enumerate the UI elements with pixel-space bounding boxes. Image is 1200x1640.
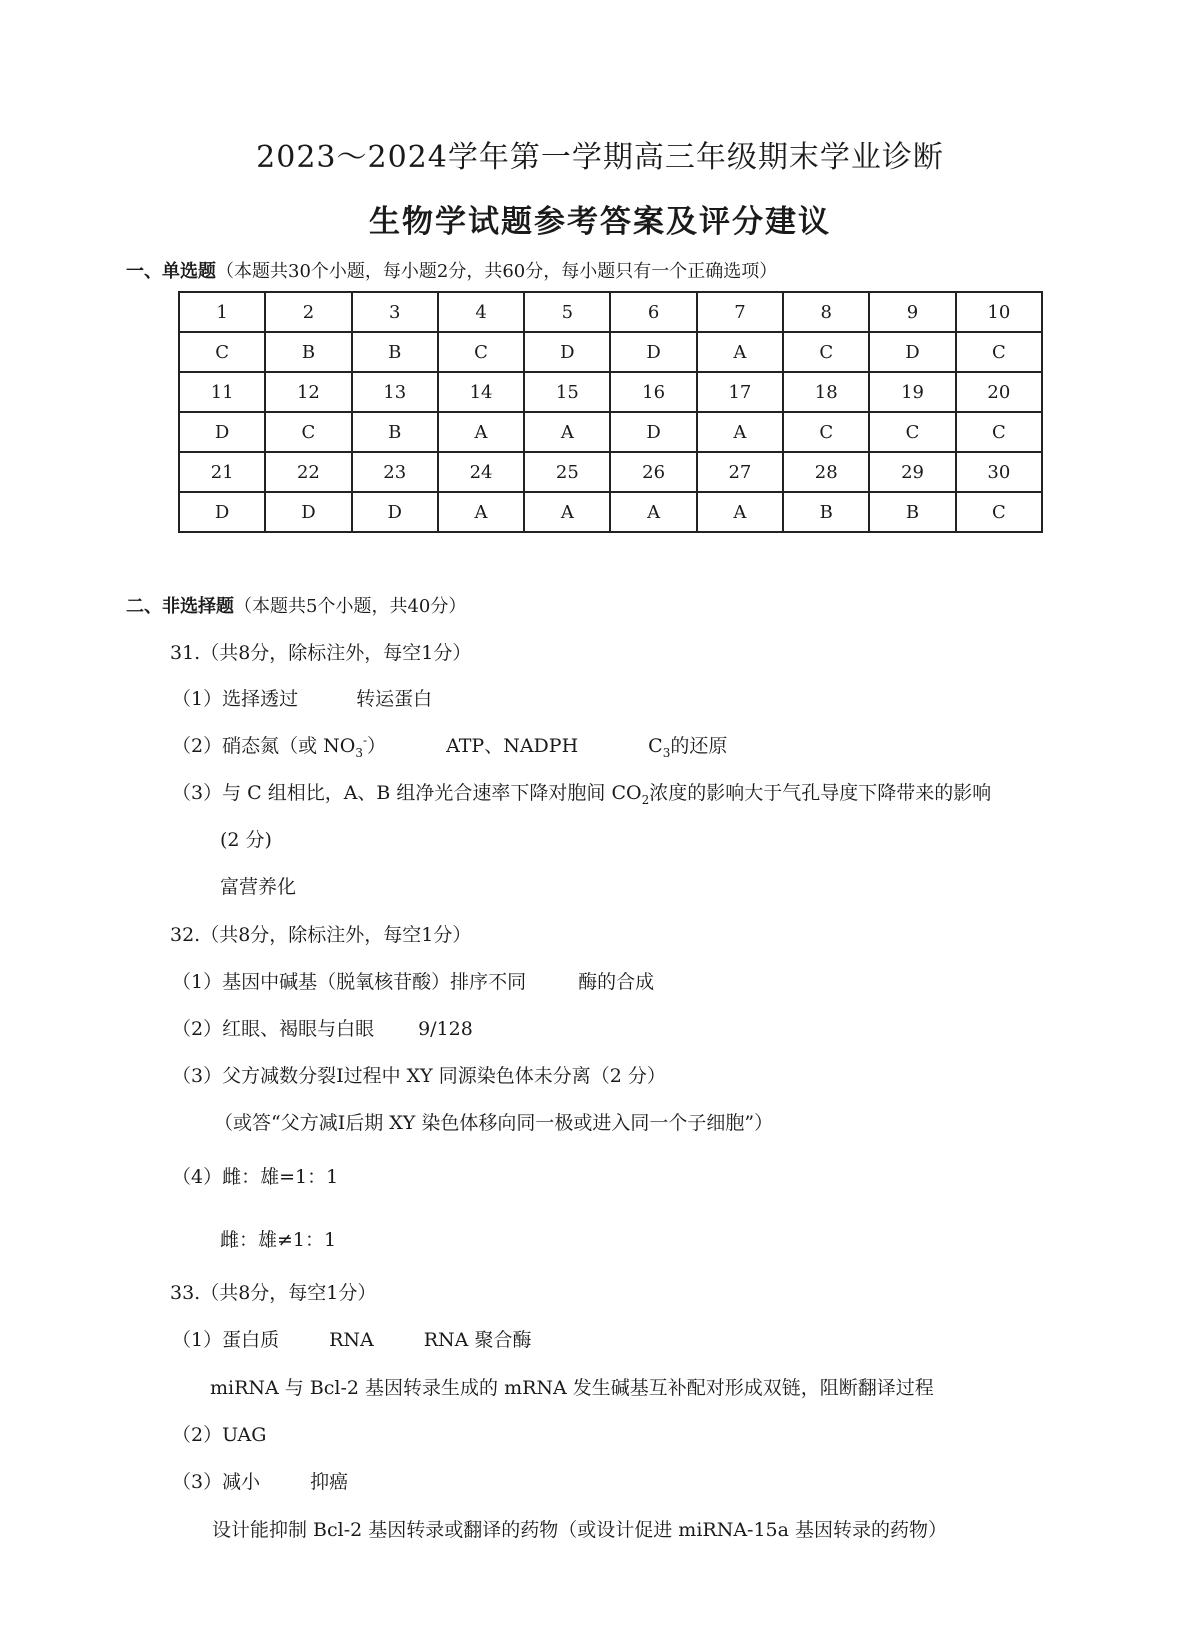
q32-part4-b: 雌：雄≠1：1 [220, 1229, 337, 1251]
question-number-cell: 5 [524, 292, 610, 332]
question-number-cell: 19 [869, 372, 955, 412]
question-number-cell: 26 [610, 452, 696, 492]
q31-p3-answer-c: 富营养化 [220, 876, 297, 898]
q31-p3-score: (2 分) [220, 829, 272, 851]
answer-row [179, 492, 1042, 532]
question-number-cell: 18 [783, 372, 869, 412]
q31-p1-answer-a: （1）选择透过 [172, 688, 299, 710]
q33-part3 [172, 1467, 348, 1494]
q33-part2: （2）UAG [172, 1424, 267, 1446]
q31-p3-pre: （3）与 C 组相比，A、B 组净光合速率下降对胞间 CO [172, 782, 642, 804]
question-number-cell: 23 [352, 452, 438, 492]
answer-cell: C [179, 332, 265, 372]
q32-p2-answer-b: 9/128 [418, 1018, 473, 1040]
answer-cell: D [179, 412, 265, 452]
answer-cell: C [438, 332, 524, 372]
question-number-cell: 9 [869, 292, 955, 332]
q33-p3-answer-b: 抑癌 [310, 1471, 349, 1493]
q32-p1-answer-b: 酶的合成 [578, 971, 655, 993]
q32-part3: （3）父方减数分裂Ⅰ过程中 XY 同源染色体未分离（2 分） [172, 1065, 666, 1087]
question-number-cell: 11 [179, 372, 265, 412]
section2-heading-line [126, 592, 466, 618]
question-number-cell: 15 [524, 372, 610, 412]
answer-cell: D [179, 492, 265, 532]
question-number-cell: 27 [697, 452, 783, 492]
q31-p2-answer-c-post: 的还原 [670, 735, 728, 757]
answer-cell: A [524, 492, 610, 532]
answer-cell: C [956, 332, 1042, 372]
q33-header: 33.（共8分，每空1分） [170, 1282, 377, 1304]
q33-part1-answer-d: miRNA 与 Bcl-2 基因转录生成的 mRNA 发生碱基互补配对形成双链，阻断翻译过程 [210, 1377, 934, 1399]
answer-cell: D [352, 492, 438, 532]
answer-cell: A [524, 412, 610, 452]
answer-cell: B [265, 332, 351, 372]
q31-p2-sup: - [362, 733, 368, 748]
question-number-row [179, 452, 1042, 492]
q31-p2-answer-c-sub: 3 [662, 745, 671, 760]
question-number-cell: 20 [956, 372, 1042, 412]
answer-cell: A [697, 412, 783, 452]
answer-cell: D [524, 332, 610, 372]
answer-cell: C [783, 332, 869, 372]
answer-cell: B [352, 332, 438, 372]
q33-p1-answer-c: RNA 聚合酶 [423, 1329, 532, 1351]
question-number-cell: 28 [783, 452, 869, 492]
q33-p1-answer-a: （1）蛋白质 [172, 1329, 280, 1351]
question-number-row [179, 372, 1042, 412]
question-number-cell: 12 [265, 372, 351, 412]
q32-part3-alt: （或答“父方减Ⅰ后期 XY 染色体移向同一极或进入同一个子细胞”） [214, 1112, 774, 1134]
answer-cell: D [869, 332, 955, 372]
q32-part4: （4）雌：雄=1：1 [172, 1166, 339, 1188]
q33-part3-answer-c: 设计能抑制 Bcl-2 基因转录或翻译的药物（或设计促进 miRNA-15a 基因转录的药物） [212, 1519, 948, 1541]
q31-p3-sub: 2 [641, 792, 650, 807]
q33-p1-answer-b: RNA [329, 1329, 374, 1351]
question-number-cell: 13 [352, 372, 438, 412]
answer-cell: A [610, 492, 696, 532]
question-number-cell: 22 [265, 452, 351, 492]
question-number-cell: 21 [179, 452, 265, 492]
q31-header: 31.（共8分，除标注外，每空1分） [170, 642, 472, 664]
answer-cell: C [956, 492, 1042, 532]
question-number-cell: 17 [697, 372, 783, 412]
answer-cell: C [956, 412, 1042, 452]
question-number-cell: 2 [265, 292, 351, 332]
question-number-cell: 1 [179, 292, 265, 332]
q31-p2-sub: 3 [355, 745, 363, 760]
answer-cell: D [610, 412, 696, 452]
answer-table [178, 291, 1043, 533]
answer-cell: B [783, 492, 869, 532]
question-number-cell: 6 [610, 292, 696, 332]
question-number-cell: 7 [697, 292, 783, 332]
answer-row [179, 412, 1042, 452]
answer-cell: D [265, 492, 351, 532]
q31-p2-answer-c-pre: C [648, 735, 663, 757]
q31-p2-answer-a: （2）硝态氮（或 NO [172, 735, 356, 757]
document-subtitle: 生物学试题参考答案及评分建议 [369, 204, 831, 240]
question-number-cell: 4 [438, 292, 524, 332]
document-title: 2023～2024学年第一学期高三年级期末学业诊断 [256, 140, 944, 175]
q32-header: 32.（共8分，除标注外，每空1分） [170, 924, 472, 946]
answer-cell: A [438, 412, 524, 452]
answer-cell: C [869, 412, 955, 452]
section2-heading: 二、非选择题 [126, 596, 234, 617]
answer-cell: D [610, 332, 696, 372]
q33-p3-answer-a: （3）减小 [172, 1471, 261, 1493]
q33-part1 [172, 1325, 531, 1352]
q32-part1 [172, 967, 654, 994]
answer-cell: A [697, 492, 783, 532]
question-number-cell: 14 [438, 372, 524, 412]
section2-note: （本题共5个小题，共40分） [234, 596, 467, 617]
q31-p1-answer-b: 转运蛋白 [356, 688, 433, 710]
q31-part2 [172, 731, 727, 760]
answer-cell: A [697, 332, 783, 372]
q31-p2-close: ） [367, 735, 387, 757]
question-number-cell: 16 [610, 372, 696, 412]
answer-cell: C [265, 412, 351, 452]
question-number-cell: 25 [524, 452, 610, 492]
q32-part2 [172, 1014, 473, 1041]
answer-cell: A [438, 492, 524, 532]
answer-cell: B [352, 412, 438, 452]
q31-part3 [172, 778, 991, 807]
answer-cell: C [783, 412, 869, 452]
question-number-cell: 24 [438, 452, 524, 492]
question-number-cell: 29 [869, 452, 955, 492]
question-number-cell: 30 [956, 452, 1042, 492]
q32-p1-answer-a: （1）基因中碱基（脱氧核苷酸）排序不同 [172, 971, 527, 993]
question-number-cell: 8 [783, 292, 869, 332]
answer-cell: B [869, 492, 955, 532]
question-number-cell: 10 [956, 292, 1042, 332]
section1-note: （本题共30个小题，每小题2分，共60分，每小题只有一个正确选项） [216, 261, 778, 282]
section1-heading: 一、单选题 [126, 261, 216, 282]
q31-part1 [172, 684, 432, 711]
q31-p3-post: 浓度的影响大于气孔导度下降带来的影响 [649, 782, 992, 804]
answer-row [179, 332, 1042, 372]
q32-p2-answer-a: （2）红眼、褐眼与白眼 [172, 1018, 375, 1040]
q31-p2-answer-b: ATP、NADPH [446, 735, 579, 757]
section1-heading-line [126, 257, 777, 283]
question-number-row [179, 292, 1042, 332]
question-number-cell: 3 [352, 292, 438, 332]
